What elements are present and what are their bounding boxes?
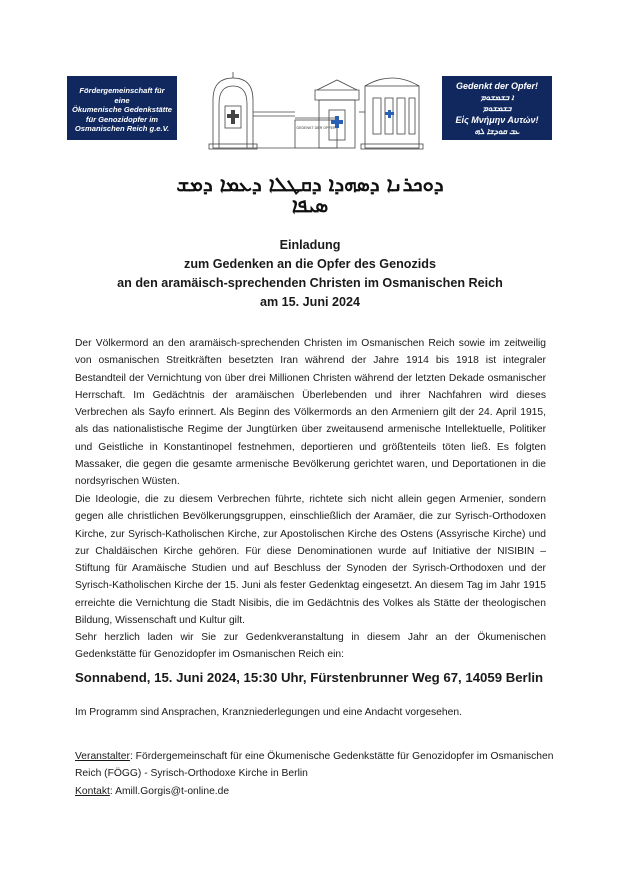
intro-paragraph: Der Völkermord an den aramäisch-sprechenden Christen im Osmanischen Reich sowie im zeitweilig von osmanischen Streitkräften besetzten Iran während der Jahre 1914 bis 1918 ist integraler Bestandteil der Vernichtung von über drei Millionen Christen während der letzten Dekade osmanischer Herrschaft. Im Gedächtnis der aramäischen Überlebenden und ihrer Nachfahren wird dieses Verbrechen als Sayfo erinnert. Als Beginn des Völkermords an den Armeniern gilt der 24. April 1915, als das nationalistische Regime der Jungtürken über zweitausend armenische Intellektuelle, Politiker und Geistliche in Konstantinopel festnehmen, deportieren und größtenteils töten ließ. Es folgten Massaker, die gegen die gesamte armenische Bevölkerung gerichtet waren, und Deportationen in die nordsyrischen Wüsten.: [75, 338, 546, 488]
syriac-heading-line-2: ܣܝܦܐ: [291, 193, 329, 217]
contact-label: Kontakt: [75, 786, 110, 797]
logo-syriac-line: ܒܫܡܫܘܡ: [482, 104, 512, 113]
invitation-subtitle-line: zum Gedenken an die Opfer des Genozids: [184, 257, 436, 271]
logo-line: Fördergemeinschaft für eine: [79, 86, 165, 105]
invitation-paragraph: Sehr herzlich laden wir Sie zur Gedenkveranstaltung in diesem Jahr an der Ökumenischen Gedenkstätte für Genozidopfer im Osmanischen Reich ein:: [75, 632, 546, 661]
association-logo: [67, 76, 177, 140]
invitation-title: Einladung: [279, 238, 341, 252]
logo-line: Ökumenische Gedenkstätte: [71, 105, 173, 115]
logo-line: Osmanischen Reich g.e.V.: [74, 124, 170, 134]
invitation-subtitle-line: an den aramäisch-sprechenden Christen im Osmanischen Reich: [117, 276, 503, 290]
logo-greek-line: Εἰς Μνήμην Αυτών!: [455, 115, 539, 125]
organizer-label: Veranstalter: [75, 751, 130, 762]
memorial-monument-illustration: [205, 72, 432, 150]
ideology-paragraph: Die Ideologie, die zu diesem Verbrechen führte, richtete sich nicht allein gegen Armenier, sondern gegen alle christlichen Bevölkerungsgruppen, einschließlich der Aramäer, die zur Syrisch-Orthodoxen Kirche, zur Syrisch-Katholischen Kirche, zur Apostolischen Kirche des Ostens (Assyrische Kirche) und zur Chaldäischen Kirche gehören. Für diese Denominationen wurde auf Initiative der NISIBIN – Stiftung für Aramäische Studien und auf Beschluss der Synoden der Syrisch-Orthodoxen und der Syrisch-Katholischen Kirche der 15. Juni als fester Gedenktag eingesetzt. An diesem Tag im Jahr 1915 erreichte die Vernichtung die Stadt Nisibis, die im Gedächtnis des Volkes als Stätte der theologischen Bildung, Wissenschaft und Kultur gilt.: [75, 494, 546, 627]
contact-email[interactable]: : Amill.Gorgis@t-online.de: [109, 786, 230, 797]
event-details: Sonnabend, 15. Juni 2024, 15:30 Uhr, Fürstenbrunner Weg 67, 14059 Berlin: [75, 670, 544, 685]
syriac-heading-line-1: ܕܘܟܪܢܐ ܕܣܗܕܐ ܕܩܛܠܐ ܕܥܡܐ ܕܡܫ: [176, 172, 444, 196]
organizer-info: [75, 748, 555, 783]
logo-syriac-line: ܥܒ ܩܘܕܫܐ ܠܗ: [474, 127, 520, 136]
logo-syriac-line: ܐ ܒܫܡܫܘܡ: [480, 93, 514, 102]
commemoration-logo: [442, 76, 552, 140]
program-paragraph: Im Programm sind Ansprachen, Kranzniederlegungen und eine Andacht vorgesehen.: [75, 707, 462, 718]
logo-line: für Genozidopfer im: [85, 114, 159, 124]
invitation-date: am 15. Juni 2024: [259, 295, 361, 309]
organizer-text: : Fördergemeinschaft für eine Ökumenische Gedenkstätte für Genozidopfer im Osmanischen Reich (FÖGG) - Syrisch-Orthodoxe Kirche in Berlin: [75, 751, 554, 780]
contact-info: [75, 783, 555, 800]
monument-plaque-text: GEDENKT DER OPFER: [296, 126, 336, 130]
logo-title: Gedenkt der Opfer!: [455, 81, 538, 91]
